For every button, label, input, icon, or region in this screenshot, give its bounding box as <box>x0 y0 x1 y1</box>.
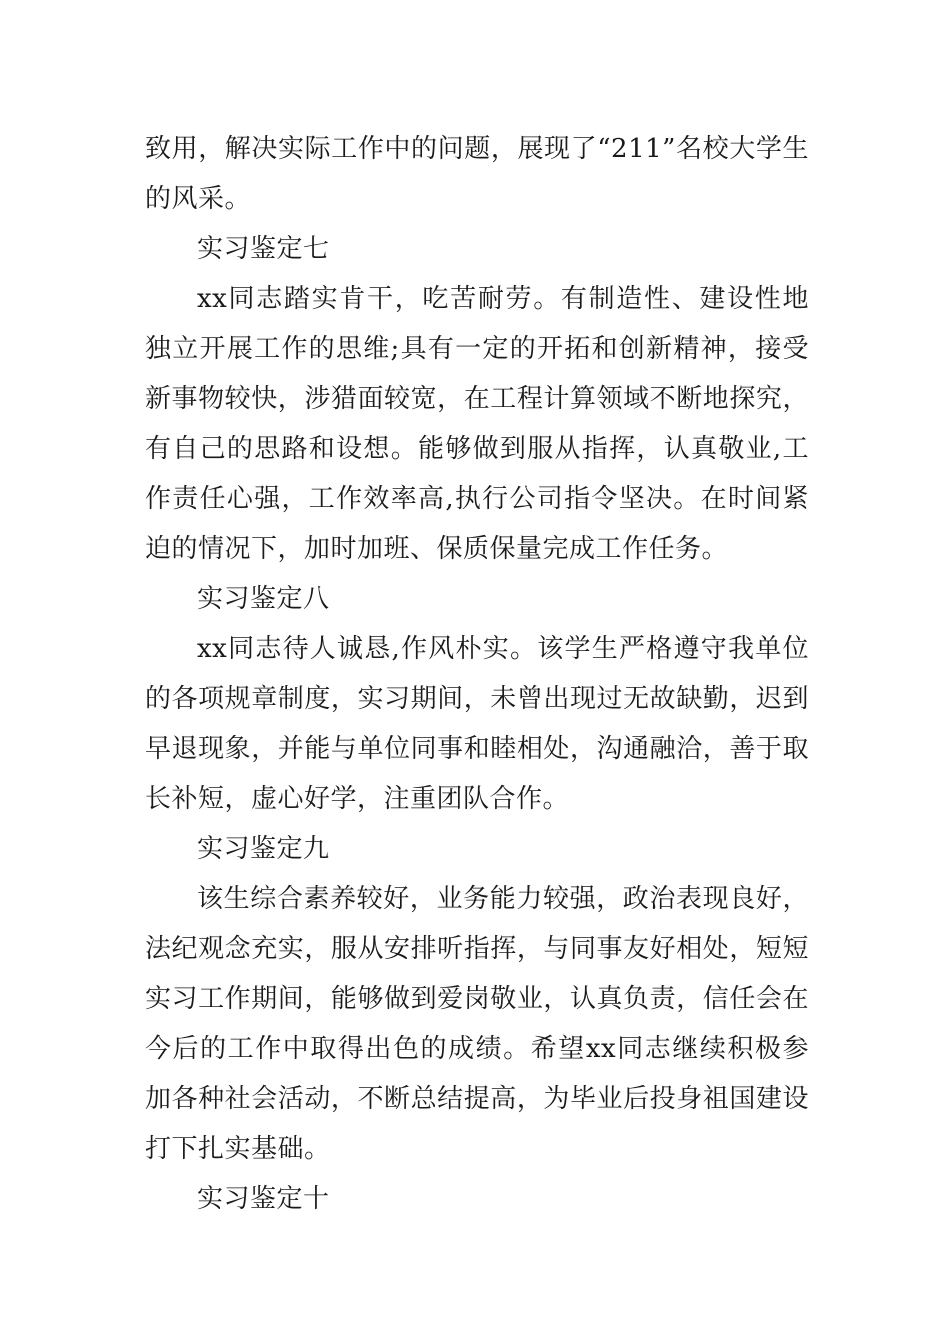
section-heading-7: 实习鉴定七 <box>197 234 330 264</box>
section-heading-10: 实习鉴定十 <box>197 1184 330 1214</box>
section-heading-9: 实习鉴定九 <box>197 834 330 864</box>
paragraph-evaluation-7: xx同志踏实肯干，吃苦耐劳。有制造性、建设性地独立开展工作的思维;具有一定的开拓和创新精神，接受新事物较快，涉猎面较宽，在工程计算领域不断地探究，有自己的思路和设想。能够做到服从指挥，认真敬业,工作责任心强，工作效率高,执行公司指令坚决。在时间紧迫的情况下，加时加班、保质保量完成工作任务。 <box>145 284 809 564</box>
section-heading-8: 实习鉴定八 <box>197 584 330 614</box>
paragraph-evaluation-9: 该生综合素养较好，业务能力较强，政治表现良好，法纪观念充实，服从安排听指挥，与同事友好相处，短短实习工作期间，能够做到爱岗敬业，认真负责，信任会在今后的工作中取得出色的成绩。希望xx同志继续积极参加各种社会活动，不断总结提高，为毕业后投身祖国建设打下扎实基础。 <box>145 884 809 1164</box>
paragraph-continuation: 致用，解决实际工作中的问题，展现了“211”名校大学生的风采。 <box>145 134 809 214</box>
document-body <box>145 124 809 1224</box>
paragraph-evaluation-8: xx同志待人诚恳,作风朴实。该学生严格遵守我单位的各项规章制度，实习期间，未曾出现过无故缺勤，迟到早退现象，并能与单位同事和睦相处，沟通融洽，善于取长补短，虚心好学，注重团队合作。 <box>145 634 809 814</box>
